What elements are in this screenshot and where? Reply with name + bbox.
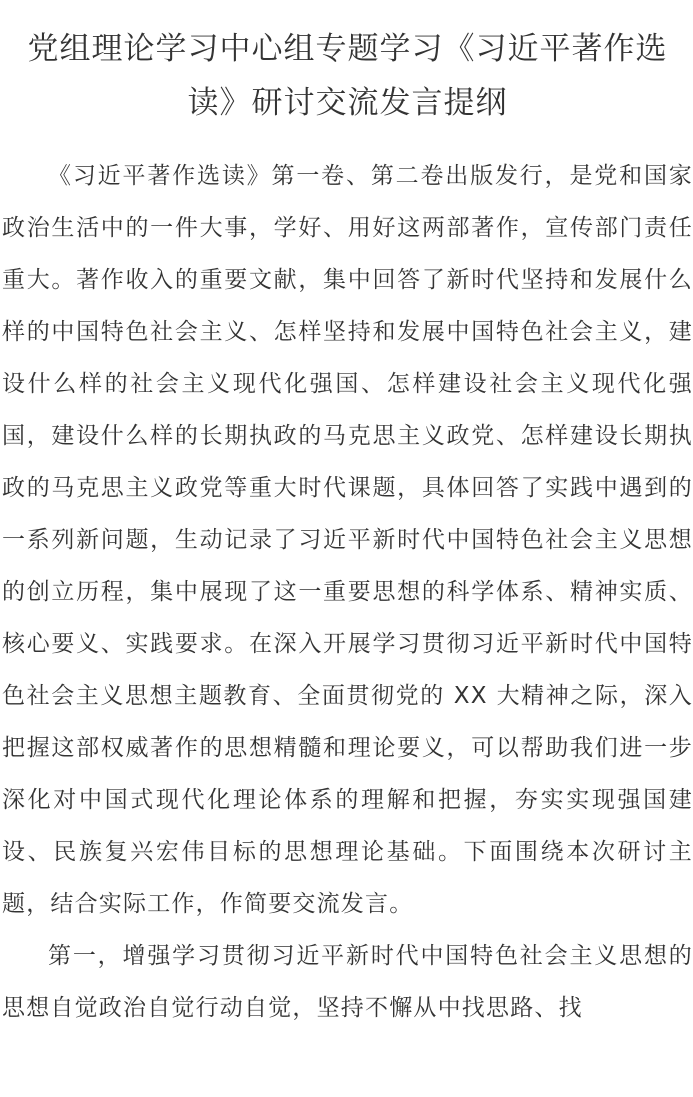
paragraph-first-point: 第一，增强学习贯彻习近平新时代中国特色社会主义思想的思想自觉政治自觉行动自觉，坚持不懈从中找思路、找 — [2, 943, 693, 1021]
paragraph-intro: 《习近平著作选读》第一卷、第二卷出版发行，是党和国家政治生活中的一件大事，学好、用好这两部著作，宣传部门责任重大。著作收入的重要文献，集中回答了新时代坚持和发展什么样的中国特色社会主义、怎样坚持和发展中国特色社会主义，建设什么样的社会主义现代化强国、怎样建设社会主义现代化强国，建设什么样的长期执政的马克思主义政党、怎样建设长期执政的马克思主义政党等重大时代课题，具体回答了实践中遇到的一系列新问题，生动记录了习近平新时代中国特色社会主义思想的创立历程，集中展现了这一重要思想的科学体系、精神实质、核心要义、实践要求。在深入开展学习贯彻习近平新时代中国特色社会主义思想主题教育、全面贯彻党的 XX 大精神之际，深入把握这部权威著作的思想精髓和理论要义，可以帮助我们进一步深化对中国式现代化理论体系的理解和把握，夯实实现强国建设、民族复兴宏伟目标的思想理论基础。下面围绕本次研讨主题，结合实际工作，作简要交流发言。 — [2, 163, 693, 917]
document-title: 党组理论学习中心组专题学习《习近平著作选读》研讨交流发言提纲 — [27, 31, 668, 121]
document-body — [2, 150, 693, 1034]
